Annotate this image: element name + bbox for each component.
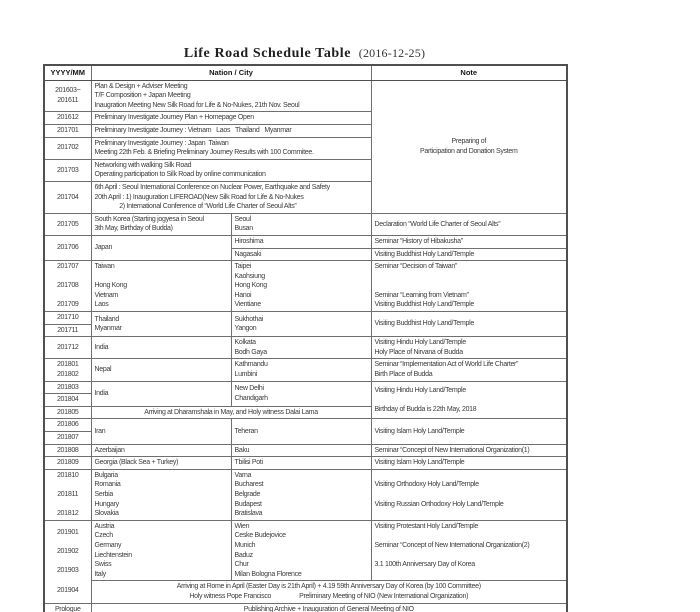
cell-line: Azerbaijan	[94, 446, 125, 454]
cell-line: Visiting Hindu Holy Land/Temple	[374, 339, 466, 347]
cell-line: 201904	[56, 586, 79, 594]
cell-line: Visiting Buddhist Holy Land/Temple	[374, 320, 474, 328]
cell-city	[231, 213, 371, 235]
cell-line: Bulgaria	[94, 471, 118, 479]
cell-line: 201712	[56, 344, 79, 352]
cell-line: Thailand	[94, 315, 119, 323]
cell-yyyymm	[44, 406, 91, 419]
cell-line: 201701	[56, 126, 79, 134]
cell-line: 201808	[56, 446, 79, 454]
cell-line: 201812	[56, 510, 79, 518]
cell-line	[48, 538, 88, 548]
cell-line: 6th April : Seoul International Conference on Nuclear Power, Earthquake and Safety	[94, 183, 330, 191]
header-cell-nation-city: Nation / City	[91, 65, 371, 80]
cell-line: Austria	[94, 522, 115, 530]
cell-line: Participation and Donation System	[420, 147, 518, 155]
cell-line: Seminar “Learning from Vietnam”	[374, 291, 469, 299]
cell-line: 201803	[56, 383, 79, 391]
cell-nation-city	[91, 80, 371, 112]
header-cell-note: Note	[371, 65, 567, 80]
cell-line: Georgia (Black Sea + Turkey)	[94, 459, 179, 467]
cell-city	[231, 235, 371, 248]
cell-line: Japan	[94, 244, 113, 252]
cell-line: Hungary	[94, 500, 119, 508]
cell-line: Belgrade	[234, 490, 261, 498]
cell-line: Meeting 22th Feb. & Briefing Preliminary Journey Results with 100 Commitee.	[94, 149, 314, 157]
cell-line: Nagasaki	[234, 250, 262, 258]
cell-line: Kaohsiung	[234, 272, 265, 280]
cell-nation	[91, 457, 231, 470]
cell-yyyymm	[44, 235, 91, 260]
cell-nation	[91, 213, 231, 235]
cell-line: Lumbini	[234, 371, 257, 379]
cell-line: Hong Kong	[234, 282, 267, 290]
cell-note	[371, 337, 567, 359]
cell-line: Taiwan	[94, 263, 115, 271]
cell-yyyymm	[44, 124, 91, 137]
cell-line: 201612	[56, 114, 79, 122]
cell-yyyymm	[44, 337, 91, 359]
cell-line: Seminar “History of Hibakusha”	[374, 237, 463, 245]
cell-line: Visiting Orthodoxy Holy Land/Temple	[374, 481, 479, 489]
table-row	[44, 581, 567, 603]
cell-nation	[91, 469, 231, 520]
schedule-table-body	[44, 80, 567, 612]
cell-line: 201611	[57, 96, 79, 104]
cell-nation	[91, 359, 231, 381]
cell-line: Networking with walking Silk Road	[94, 161, 192, 169]
cell-note	[371, 235, 567, 248]
cell-line: Sukhothai	[234, 315, 263, 323]
cell-line	[375, 272, 564, 282]
table-row	[44, 213, 567, 235]
cell-yyyymm	[44, 469, 91, 520]
table-row	[44, 457, 567, 470]
cell-note	[371, 520, 567, 581]
cell-line: 201802	[56, 371, 79, 379]
cell-line: 3th May, Birthday of Budda)	[94, 225, 173, 233]
cell-yyyymm	[44, 419, 91, 432]
cell-line: Czech	[94, 532, 113, 540]
cell-line: 201705	[56, 220, 79, 228]
cell-nation	[91, 444, 231, 457]
cell-line: Milan Bologna Florence	[234, 570, 302, 578]
cell-line: Seminar “Implementation Act of World Life Charter”	[374, 361, 519, 369]
cell-line: Arriving at Rome in April (Easter Day is 21th April) + 4.19 59th Anniversary Day of Korea (by 100 Committee)	[176, 583, 481, 591]
cell-yyyymm	[44, 381, 91, 394]
cell-line: Holy Place of Nirvana of Budda	[374, 348, 463, 356]
header-row	[44, 65, 567, 80]
cell-line: Visiting Buddhist Holy Land/Temple	[374, 301, 474, 309]
cell-line: Declaration “World Life Charter of Seoul Alts”	[374, 220, 501, 228]
cell-line: Visiting Protestant Holy Land/Temple	[374, 522, 478, 530]
cell-line: Bratislava	[234, 510, 263, 518]
cell-line: Romania	[94, 481, 121, 489]
table-row	[44, 444, 567, 457]
cell-line: Baduz	[234, 551, 253, 559]
cell-line: T/F Composition + Japan Meeting	[94, 92, 191, 100]
cell-nation-city	[91, 159, 371, 181]
cell-nation-city	[91, 112, 371, 125]
cell-line	[375, 531, 564, 541]
cell-line: Italy	[94, 570, 106, 578]
cell-line: Wien	[234, 522, 250, 530]
cell-line: Preliminary Investigate Journey : Vietnam Laos Thailand Myanmar	[94, 126, 292, 134]
table-row	[44, 312, 567, 325]
cell-city	[231, 359, 371, 381]
cell-line: Prologue	[54, 605, 81, 612]
cell-note	[371, 261, 567, 312]
cell-line: Laos	[94, 301, 109, 309]
cell-note	[371, 80, 567, 213]
cell-note	[371, 312, 567, 337]
cell-line: Swiss	[94, 561, 112, 569]
cell-line: Preliminary Investigate Journey Plan + Homepage Open	[94, 114, 254, 122]
cell-line: Tbilisi Poti	[234, 459, 263, 467]
cell-line: Visiting Buddhist Holy Land/Temple	[374, 250, 474, 258]
cell-nation-city	[91, 181, 371, 213]
cell-line: Preliminary Investigate Journey : Japan Taiwan	[94, 139, 229, 147]
cell-yyyymm	[44, 112, 91, 125]
table-row	[44, 359, 567, 381]
cell-line: 201709	[56, 301, 79, 309]
cell-line: Seminar “Decision of Taiwan”	[374, 263, 458, 271]
table-row	[44, 603, 567, 612]
cell-line	[375, 570, 564, 580]
cell-line: Germany	[94, 541, 122, 549]
table-row	[44, 261, 567, 312]
cell-line: 201801	[56, 361, 79, 369]
title-text: Life Road Schedule Table	[183, 46, 352, 61]
cell-city	[231, 469, 371, 520]
cell-nation	[91, 235, 231, 260]
cell-line: Chandigarh	[234, 394, 268, 402]
cell-line	[48, 500, 88, 510]
cell-city	[231, 381, 371, 406]
cell-nation	[91, 312, 231, 337]
table-row	[44, 381, 567, 394]
cell-line: 201902	[56, 548, 79, 556]
cell-line: Inaugration Meeting New Silk Road for Life & No-Nukes, 21th Nov. Seoul	[94, 101, 300, 109]
cell-nation-city	[91, 124, 371, 137]
table-row	[44, 419, 567, 432]
cell-city	[231, 419, 371, 444]
cell-line: Munich	[234, 541, 256, 549]
cell-line: Bodh Gaya	[234, 348, 267, 356]
cell-line	[48, 557, 88, 567]
cell-line	[375, 395, 564, 405]
page-title	[43, 44, 566, 62]
cell-line: 201706	[56, 244, 79, 252]
cell-line: Slovakia	[94, 510, 119, 518]
cell-line: India	[94, 389, 109, 397]
table-row	[44, 235, 567, 248]
cell-city	[231, 312, 371, 337]
cell-nation	[91, 337, 231, 359]
cell-line: Preparing of	[451, 138, 487, 146]
cell-line: Seminar “Concept of New International Organization(1)	[374, 446, 530, 454]
cell-line: 201702	[56, 144, 79, 152]
cell-city	[231, 520, 371, 581]
cell-nation	[91, 261, 231, 312]
cell-line: Operating participation to Silk Road by online communication	[94, 171, 266, 179]
cell-line: Busan	[234, 225, 253, 233]
cell-nation-city	[91, 406, 371, 419]
cell-line: Liechtenstein	[94, 551, 132, 559]
table-row	[44, 337, 567, 359]
cell-line: 201901	[56, 529, 79, 537]
cell-line: Hanoi	[234, 291, 252, 299]
cell-line: Vietnam	[94, 291, 118, 299]
cell-line: 201804	[56, 396, 79, 404]
cell-line: Vientiane	[234, 301, 261, 309]
cell-yyyymm	[44, 359, 91, 381]
cell-line: 201603~	[55, 87, 81, 95]
cell-line: Varna	[234, 471, 252, 479]
cell-city	[231, 444, 371, 457]
cell-line: Hiroshima	[234, 237, 264, 245]
cell-line: New Delhi	[234, 385, 264, 393]
cell-city	[231, 337, 371, 359]
cell-line: 201811	[57, 490, 79, 498]
cell-yyyymm	[44, 213, 91, 235]
cell-city	[231, 457, 371, 470]
table-row	[44, 520, 567, 581]
cell-note	[371, 419, 567, 444]
cell-line	[48, 291, 88, 301]
cell-line: Taipei	[234, 263, 251, 271]
table-row	[44, 469, 567, 520]
cell-line: Kathmandu	[234, 361, 268, 369]
cell-line: 201806	[56, 421, 79, 429]
cell-line: Arriving at Dharamshala in May, and Holy witness Dalai Lama	[144, 408, 318, 416]
cell-yyyymm	[44, 444, 91, 457]
cell-line: Kolkata	[234, 339, 256, 347]
cell-line	[48, 272, 88, 282]
cell-yyyymm	[44, 261, 91, 312]
cell-line: Birthday of Budda is 22th May, 2018	[374, 405, 477, 413]
cell-note	[371, 457, 567, 470]
cell-line: Seoul	[234, 215, 251, 223]
table-header	[44, 65, 567, 80]
cell-line: Teheran	[234, 427, 258, 435]
cell-line: 201903	[56, 567, 79, 575]
cell-yyyymm	[44, 137, 91, 159]
cell-nation	[91, 381, 231, 406]
cell-yyyymm	[44, 394, 91, 407]
cell-line	[375, 471, 564, 481]
cell-line: Serbia	[94, 490, 113, 498]
cell-line: Baku	[234, 446, 250, 454]
cell-note	[371, 359, 567, 381]
cell-line: Hong Kong	[94, 282, 127, 290]
cell-line: Iran	[94, 427, 106, 435]
cell-nation	[91, 419, 231, 444]
cell-line: 201711	[57, 326, 79, 334]
cell-line: Chur	[234, 561, 249, 569]
cell-yyyymm	[44, 324, 91, 337]
cell-note	[371, 213, 567, 235]
cell-line: 20th April : 1) Inauguration LIFEROAD(New Silk Road for Life & No-Nukes	[94, 193, 304, 201]
cell-line	[375, 281, 564, 291]
cell-line	[95, 272, 228, 282]
cell-yyyymm	[44, 159, 91, 181]
cell-merged	[91, 581, 567, 603]
cell-line: Plan & Design + Adviser Meeting	[94, 82, 188, 90]
cell-line	[375, 490, 564, 500]
cell-line: India	[94, 344, 109, 352]
cell-line: Seminar “Concept of New International Organization(2)	[374, 541, 530, 549]
cell-line: 201703	[56, 166, 79, 174]
cell-note	[371, 381, 567, 419]
table-row	[44, 80, 567, 112]
cell-line: 201805	[56, 408, 79, 416]
cell-merged	[91, 603, 567, 612]
cell-city	[231, 248, 371, 261]
cell-line: 201809	[56, 459, 79, 467]
schedule-table	[43, 64, 568, 612]
cell-line: 201707	[56, 263, 79, 271]
cell-line: Visiting Russian Orthodoxy Holy Land/Temple	[374, 500, 504, 508]
cell-line: 3.1 100th Anniversary Day of Korea	[374, 561, 475, 569]
cell-line: Ceske Budejovice	[234, 532, 286, 540]
title-date-value: (2016-12-25)	[358, 46, 426, 60]
header-cell-yyyymm: YYYY/MM	[44, 65, 91, 80]
cell-yyyymm	[44, 457, 91, 470]
cell-yyyymm	[44, 520, 91, 603]
cell-line: Myanmar	[94, 325, 122, 333]
cell-line: Visiting Hindu Holy Land/Temple	[374, 386, 466, 394]
cell-line: 201810	[56, 471, 79, 479]
cell-line: 201704	[56, 193, 79, 201]
cell-line	[375, 551, 564, 561]
cell-line	[375, 509, 564, 519]
cell-line: 201710	[56, 314, 79, 322]
cell-note	[371, 444, 567, 457]
cell-yyyymm	[44, 603, 91, 612]
cell-line: Publishing Archive + Inauguration of General Meeting of NIO	[243, 605, 414, 612]
cell-line: Visiting Islam Holy Land/Temple	[374, 427, 465, 435]
cell-line: Yangon	[234, 325, 257, 333]
cell-line: Visiting Islam Holy Land/Temple	[374, 459, 465, 467]
cell-line: Nepal	[94, 366, 112, 374]
cell-nation	[91, 520, 231, 581]
cell-line: 2) International Conference of “World Life Charter of Seoul Alts”	[94, 203, 297, 211]
cell-city	[231, 261, 371, 312]
cell-line: 201708	[56, 282, 79, 290]
cell-line: Bucharest	[234, 481, 264, 489]
cell-line: Budapest	[234, 500, 262, 508]
cell-line: Holy witness Pope Francisco Preliminary Meeting of NIO (New International Organization)	[189, 592, 469, 600]
cell-yyyymm	[44, 80, 91, 112]
cell-yyyymm	[44, 432, 91, 445]
cell-note	[371, 469, 567, 520]
cell-line: South Korea (Starting jogyesa in Seoul	[94, 215, 204, 223]
cell-line	[48, 576, 88, 586]
cell-nation-city	[91, 137, 371, 159]
cell-line: Birth Place of Budda	[374, 371, 433, 379]
cell-line	[48, 480, 88, 490]
cell-line: 201807	[56, 434, 79, 441]
cell-yyyymm	[44, 181, 91, 213]
cell-yyyymm	[44, 312, 91, 325]
cell-note	[371, 248, 567, 261]
